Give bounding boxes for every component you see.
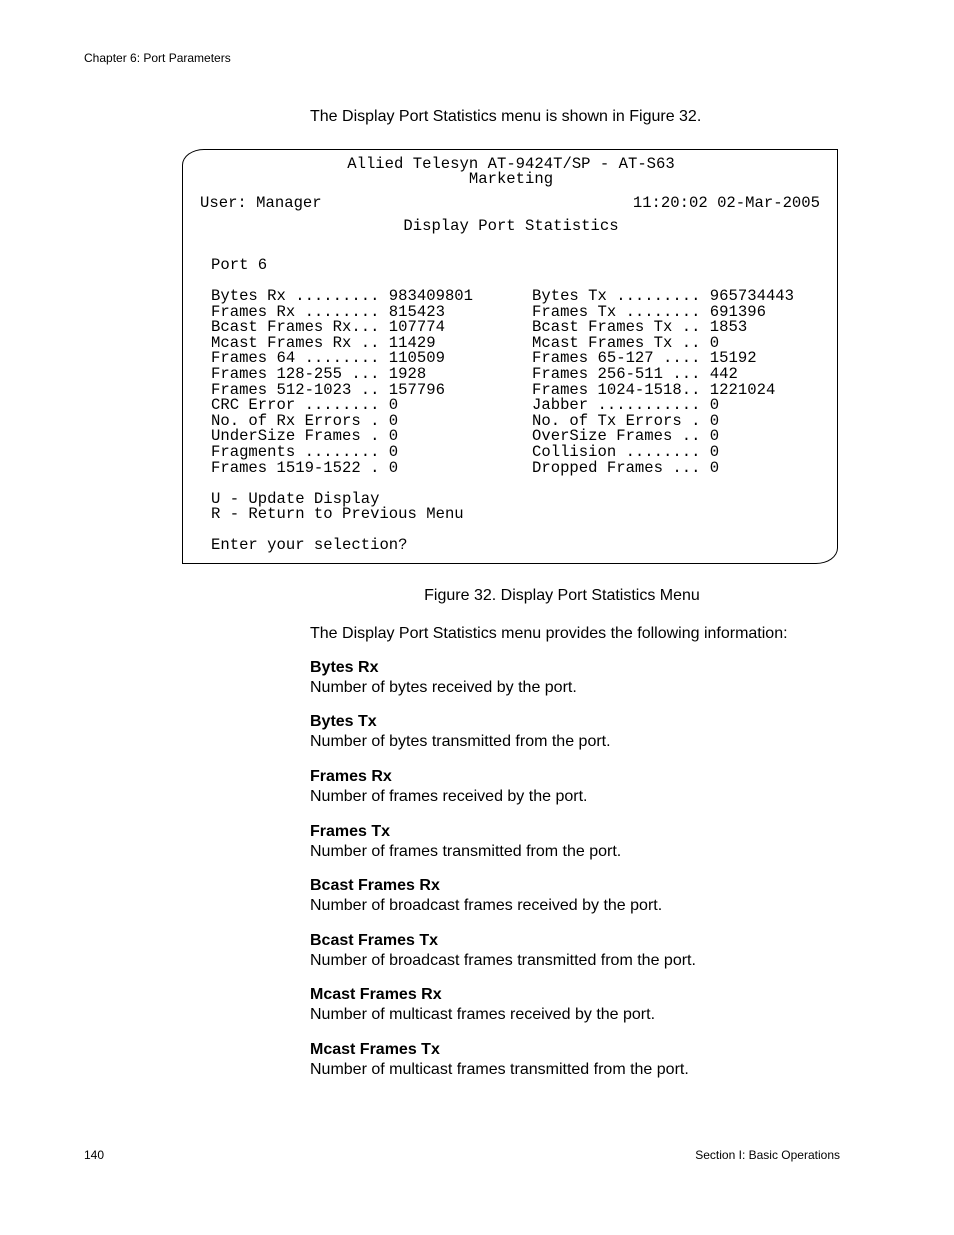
tx-stat-line: Jabber ........... 0 — [532, 396, 720, 414]
definition-item — [310, 767, 587, 807]
tx-stat-line: Frames 65-127 .... 15192 — [532, 349, 757, 367]
tx-stat-line: Frames 256-511 ... 442 — [532, 365, 738, 383]
terminal-menu-title: Display Port Statistics — [403, 217, 619, 235]
intro-text: The Display Port Statistics menu is shown in Figure 32. — [310, 108, 702, 125]
terminal-user: User: Manager — [200, 194, 322, 212]
definition-item — [310, 876, 662, 916]
tx-stat-line: Frames 1024-1518.. 1221024 — [532, 381, 776, 399]
rx-stat-line: No. of Rx Errors . 0 — [211, 412, 399, 430]
description-intro: The Display Port Statistics menu provides the following information: — [310, 625, 788, 642]
rx-stat-line: Frames 128-255 ... 1928 — [211, 365, 427, 383]
terminal-subtitle: Marketing — [468, 170, 554, 188]
tx-stat-line: OverSize Frames .. 0 — [532, 427, 720, 445]
term-name: Bcast Frames Rx — [310, 877, 440, 894]
rx-stat-line: Frames Rx ........ 815423 — [211, 303, 445, 321]
term-name: Mcast Frames Tx — [310, 1041, 440, 1058]
term-description: Number of broadcast frames received by the port. — [310, 897, 663, 914]
chapter-header: Chapter 6: Port Parameters — [84, 51, 231, 65]
rx-stat-line: CRC Error ........ 0 — [211, 396, 399, 414]
term-name: Bcast Frames Tx — [310, 932, 439, 949]
definition-item — [310, 1040, 689, 1080]
term-name: Bytes Rx — [310, 659, 379, 676]
tx-stat-line: No. of Tx Errors . 0 — [532, 412, 720, 430]
tx-stat-line: Mcast Frames Tx .. 0 — [532, 334, 720, 352]
rx-stat-line: Frames 1519-1522 . 0 — [211, 459, 399, 477]
terminal-screen — [182, 149, 838, 564]
page-number: 140 — [84, 1148, 105, 1162]
terminal-port: Port 6 — [211, 256, 268, 274]
definition-item — [310, 985, 655, 1025]
term-description: Number of bytes received by the port. — [310, 679, 577, 696]
figure-caption: Figure 32. Display Port Statistics Menu — [424, 587, 700, 604]
rx-stat-line: Frames 64 ........ 110509 — [211, 349, 445, 367]
tx-stat-line: Dropped Frames ... 0 — [532, 459, 720, 477]
term-name: Mcast Frames Rx — [310, 986, 442, 1003]
section-footer: Section I: Basic Operations — [695, 1148, 840, 1162]
rx-stat-line: Mcast Frames Rx .. 11429 — [211, 334, 436, 352]
terminal-datetime: 11:20:02 02-Mar-2005 — [632, 194, 820, 212]
term-description: Number of broadcast frames transmitted from the port. — [310, 952, 696, 969]
term-description: Number of multicast frames received by the port. — [310, 1006, 656, 1023]
rx-stat-line: Bcast Frames Rx... 107774 — [211, 318, 445, 336]
definition-item — [310, 658, 577, 698]
definition-item — [310, 931, 696, 971]
menu-option-return[interactable]: R - Return to Previous Menu — [211, 505, 464, 523]
rx-stat-line: Fragments ........ 0 — [211, 443, 399, 461]
term-name: Bytes Tx — [310, 713, 377, 730]
selection-prompt[interactable]: Enter your selection? — [211, 536, 408, 554]
rx-stat-line: UnderSize Frames . 0 — [211, 427, 399, 445]
term-description: Number of multicast frames transmitted from the port. — [310, 1061, 689, 1078]
definition-item — [310, 822, 621, 862]
term-description: Number of frames received by the port. — [310, 788, 588, 805]
definition-item — [310, 712, 611, 752]
tx-stat-line: Collision ........ 0 — [532, 443, 720, 461]
term-description: Number of bytes transmitted from the port. — [310, 733, 611, 750]
term-name: Frames Rx — [310, 768, 392, 785]
tx-stat-line: Frames Tx ........ 691396 — [532, 303, 766, 321]
rx-stat-line: Frames 512-1023 .. 157796 — [211, 381, 445, 399]
menu-option-update[interactable]: U - Update Display — [211, 490, 380, 508]
tx-stat-line: Bytes Tx ......... 965734443 — [532, 287, 795, 305]
term-description: Number of frames transmitted from the port. — [310, 843, 622, 860]
term-name: Frames Tx — [310, 823, 391, 840]
terminal-title: Allied Telesyn AT-9424T/SP - AT-S63 — [347, 155, 675, 173]
rx-stat-line: Bytes Rx ......... 983409801 — [211, 287, 474, 305]
tx-stat-line: Bcast Frames Tx .. 1853 — [532, 318, 748, 336]
